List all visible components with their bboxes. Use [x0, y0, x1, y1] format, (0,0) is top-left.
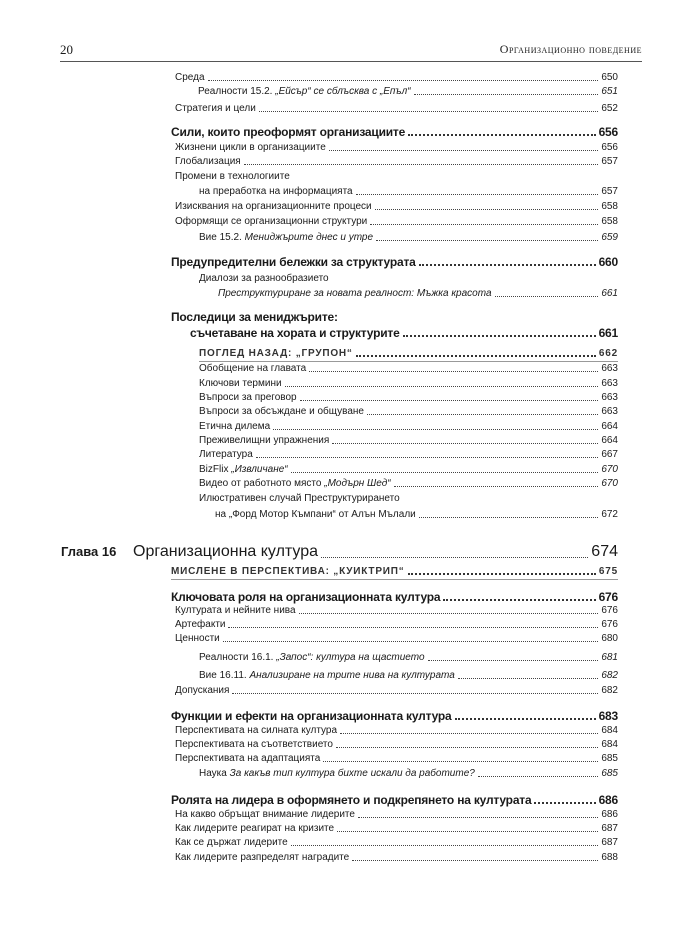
toc-entry-page: 661: [601, 288, 618, 299]
toc-entry-title: [199, 478, 391, 490]
toc-entry-title: [171, 310, 338, 324]
toc-entry: [215, 509, 618, 521]
toc-entry: [199, 186, 618, 198]
toc-entry-text: съчетаване на хората и структурите: [190, 326, 400, 340]
toc-entry-emphasis: „Извличане“: [231, 464, 288, 475]
toc-entry: [199, 392, 618, 404]
toc-entry-title: [190, 326, 400, 340]
toc-entry-title: [175, 725, 337, 737]
dot-leader: [291, 845, 599, 846]
toc-entry-title: [199, 186, 353, 198]
dot-leader: [356, 194, 599, 195]
toc-entry-title: [199, 363, 306, 375]
toc-entry-page: 656: [601, 142, 618, 153]
toc-entry-title: [175, 852, 349, 864]
toc-entry-text: Жизнени цикли в организациите: [175, 142, 326, 153]
toc-entry-text: Перспективата на адаптацията: [175, 753, 321, 764]
dot-leader: [323, 761, 598, 762]
dot-leader: [223, 641, 599, 642]
toc-entry-title: [175, 753, 320, 765]
toc-entry: [199, 652, 618, 664]
dot-leader: [232, 693, 598, 694]
toc-entry-title: [199, 464, 288, 476]
toc-entry: [199, 768, 618, 780]
dot-leader: [419, 264, 596, 266]
toc-entry: [175, 685, 618, 697]
toc-entry-title: [199, 435, 329, 447]
toc-entry-text: Как се държат лидерите: [175, 837, 288, 848]
dot-leader: [244, 164, 599, 165]
toc-entry-title: [175, 605, 296, 617]
toc-entry-page: 676: [598, 590, 618, 604]
toc-entry-text: На какво обръщат внимание лидерите: [175, 809, 355, 820]
toc-entry-title: [199, 493, 400, 505]
toc-entry-title: [199, 392, 297, 404]
toc-entry-page: 685: [601, 753, 618, 764]
toc-entry-text: Изисквания на организационните процеси: [175, 201, 372, 212]
page-number: 20: [60, 42, 73, 57]
toc-entry-text: Ключови термини: [199, 378, 282, 389]
toc-entry-text: Предупредителни бележки за структурата: [171, 255, 416, 269]
toc-entry-text: Диалози за разнообразието: [199, 273, 329, 284]
toc-entry-text: ПОГЛЕД НАЗАД: „ГРУПОН“: [199, 348, 353, 359]
toc-entry-emphasis: Мениджърите днес и утре: [244, 232, 374, 243]
toc-entry: [175, 725, 618, 737]
toc-entry-text: Стратегия и цели: [175, 103, 256, 114]
toc-entry: [175, 809, 618, 821]
dot-leader: [336, 747, 598, 748]
toc-entry-text: Допускания: [175, 685, 230, 696]
toc-entry-page: 684: [601, 739, 618, 750]
toc-entry-text: Сили, които преоформят организациите: [171, 125, 406, 139]
toc-entry-page: 652: [601, 103, 618, 114]
toc-entry-title: [199, 406, 364, 418]
toc-entry-text: Артефакти: [175, 619, 226, 630]
dot-leader: [259, 111, 599, 112]
dot-leader: [356, 355, 596, 357]
toc-entry: [199, 435, 618, 447]
toc-entry: [171, 310, 338, 324]
toc-entry: [199, 378, 618, 390]
toc-entry-page: 676: [601, 619, 618, 630]
toc-entry: [133, 543, 618, 561]
toc-entry-emphasis: Анализиране на трите нива на културата: [249, 670, 455, 681]
dot-leader: [414, 94, 599, 95]
toc-entry-text: BizFlix: [199, 464, 232, 475]
toc-entry-text: Перспективата на съответствието: [175, 739, 333, 750]
toc-entry-title: [175, 103, 256, 115]
toc-entry-page: 663: [601, 406, 618, 417]
toc-entry-page: 667: [601, 449, 618, 460]
toc-entry-text: Организационна култура: [133, 543, 319, 560]
toc-entry-page: 651: [601, 86, 618, 97]
dot-leader: [375, 209, 599, 210]
toc-entry-text: Ролята на лидера в оформянето и подкрепянето на културата: [171, 793, 532, 807]
dot-leader: [428, 660, 599, 661]
toc-entry-page: 663: [601, 363, 618, 374]
toc-entry-text: Последици за мениджърите:: [171, 310, 338, 324]
toc-entry: [218, 288, 618, 300]
dot-leader: [455, 718, 596, 720]
toc-entry-page: 680: [601, 633, 618, 644]
dot-leader: [208, 80, 599, 81]
dot-leader: [458, 678, 599, 679]
header-rule: [60, 61, 642, 62]
toc-entry-text: Как лидерите реагират на кризите: [175, 823, 335, 834]
toc-entry-title: [199, 670, 455, 682]
dot-leader: [495, 296, 599, 297]
dot-leader: [478, 776, 598, 777]
toc-entry-title: [171, 793, 531, 807]
toc-entry: [175, 837, 618, 849]
toc-entry-text: Културата и нейните нива: [175, 605, 296, 616]
toc-entry-page: 687: [601, 823, 618, 834]
toc-entry-title: [199, 449, 253, 461]
toc-entry-title: [199, 232, 373, 244]
toc-entry-text: Въпроси за обсъждане и общуване: [199, 406, 364, 417]
toc-entry-page: 661: [598, 326, 618, 340]
toc-entry-page: 675: [598, 566, 618, 577]
toc-entry-title: [171, 566, 405, 578]
toc-entry-text: на „Форд Мотор Къмпани“ от Алън Мълали: [215, 509, 416, 520]
chapter-label: Глава 16: [61, 544, 117, 559]
toc-entry-page: 660: [598, 255, 618, 269]
toc-entry: [199, 449, 618, 461]
toc-entry-text: Преживелищни упражнения: [199, 435, 330, 446]
toc-entry: [199, 464, 618, 476]
dot-leader: [291, 472, 599, 473]
dot-leader: [228, 627, 598, 628]
toc-entry-page: 670: [601, 478, 618, 489]
toc-entry-page: 662: [598, 348, 618, 359]
toc-entry: [175, 605, 618, 617]
toc-entry-title: [171, 255, 416, 269]
dot-leader: [403, 335, 596, 337]
toc-entry: [171, 255, 618, 269]
toc-entry-page: 686: [598, 793, 618, 807]
toc-entry-title: [171, 590, 440, 604]
toc-entry-text: Функции и ефекти на организационната култура: [171, 709, 452, 723]
toc-entry-title: [171, 709, 452, 723]
toc-entry: [171, 566, 618, 578]
toc-entry-page: 685: [601, 768, 618, 779]
toc-entry-text: на преработка на информацията: [199, 186, 353, 197]
toc-entry-text: Реалности 15.2.: [198, 86, 276, 97]
toc-entry-page: 659: [601, 232, 618, 243]
toc-entry-title: [218, 288, 492, 300]
dot-leader: [285, 386, 599, 387]
toc-entry: [199, 406, 618, 418]
toc-entry-title: [215, 509, 416, 521]
toc-entry-page: 670: [601, 464, 618, 475]
dot-leader: [321, 557, 588, 558]
toc-entry-title: [133, 543, 318, 561]
dot-leader: [419, 517, 599, 518]
dot-leader: [376, 240, 598, 241]
dot-leader: [332, 443, 598, 444]
toc-entry-text: Среда: [175, 72, 205, 83]
toc-entry: [199, 273, 329, 285]
toc-entry-page: 686: [601, 809, 618, 820]
toc-entry: [175, 823, 618, 835]
toc-entry: [199, 363, 618, 375]
toc-entry-title: [175, 72, 205, 84]
toc-entry-page: 658: [601, 201, 618, 212]
toc-entry-title: [175, 739, 333, 751]
dot-leader: [408, 134, 595, 136]
toc-entry-emphasis: „Ейсър“ се сблъсква с „Епъл“: [275, 86, 411, 97]
toc-entry-text: Видео от работното място: [199, 478, 325, 489]
toc-entry-title: [175, 837, 288, 849]
toc-entry-text: Въпроси за преговор: [199, 392, 297, 403]
toc-entry: [175, 171, 290, 183]
toc-entry-page: 664: [601, 421, 618, 432]
dot-leader: [534, 802, 595, 804]
toc-entry: [198, 86, 618, 98]
dot-leader: [358, 817, 598, 818]
toc-entry: [199, 478, 618, 490]
dot-leader: [340, 733, 598, 734]
toc-entry: [199, 348, 618, 360]
toc-entry-page: 657: [601, 186, 618, 197]
toc-entry: [199, 232, 618, 244]
toc-entry-page: 683: [598, 709, 618, 723]
toc-entry: [171, 590, 618, 604]
dot-leader: [352, 860, 598, 861]
dot-leader: [299, 613, 599, 614]
toc-entry-text: МИСЛЕНЕ В ПЕРСПЕКТИВА: „КУИКТРИП“: [171, 566, 405, 577]
toc-entry: [175, 633, 618, 645]
toc-entry-title: [175, 171, 290, 183]
toc-entry-title: [175, 685, 229, 697]
toc-entry-text: Как лидерите разпределят наградите: [175, 852, 350, 863]
toc-entry-text: Оформящи се организационни структури: [175, 216, 368, 227]
toc-entry-title: [199, 273, 329, 285]
toc-entry-title: [175, 809, 355, 821]
toc-entry-text: Промени в технологиите: [175, 171, 290, 182]
toc-entry: [171, 793, 618, 807]
toc-entry-title: [199, 768, 475, 780]
toc-entry: [175, 103, 618, 115]
toc-entry-page: 672: [601, 509, 618, 520]
toc-entry-title: [199, 348, 353, 360]
toc-entry-title: [175, 823, 334, 835]
dot-leader: [408, 573, 596, 575]
toc-entry-emphasis: Преструктуриране за новата реалност: Мъжка красота: [218, 288, 492, 299]
toc-entry-title: [175, 216, 367, 228]
toc-entry-title: [199, 652, 425, 664]
section-rule: [171, 579, 618, 580]
toc-entry-page: 657: [601, 156, 618, 167]
dot-leader: [337, 831, 598, 832]
dot-leader: [309, 371, 598, 372]
toc-entry-text: Литература: [199, 449, 253, 460]
toc-entry-page: 658: [601, 216, 618, 227]
toc-entry: [199, 670, 618, 682]
toc-entry: [175, 753, 618, 765]
toc-entry: [175, 852, 618, 864]
toc-entry-page: 663: [601, 392, 618, 403]
toc-entry-text: Вие 15.2.: [199, 232, 245, 243]
toc-entry-title: [175, 142, 326, 154]
running-header-title: Организационно поведение: [499, 42, 642, 56]
toc-entry: [175, 156, 618, 168]
toc-entry-title: [175, 156, 241, 168]
dot-leader: [367, 414, 598, 415]
toc-entry-page: 663: [601, 378, 618, 389]
dot-leader: [394, 486, 599, 487]
toc-entry-text: Перспективата на силната култура: [175, 725, 338, 736]
toc-entry: [175, 142, 618, 154]
toc-entry-page: 687: [601, 837, 618, 848]
toc-entry-text: Ценности: [175, 633, 220, 644]
toc-entry-text: Етична дилема: [199, 421, 271, 432]
dot-leader: [300, 400, 599, 401]
toc-entry-text: Наука: [199, 768, 230, 779]
toc-entry-title: [171, 125, 405, 139]
toc-entry-page: 682: [601, 670, 618, 681]
section-rule: [199, 361, 618, 362]
dot-leader: [329, 150, 599, 151]
toc-entry-page: 676: [601, 605, 618, 616]
dot-leader: [370, 224, 598, 225]
toc-entry-page: 688: [601, 852, 618, 863]
toc-entry: [175, 72, 618, 84]
toc-entry-title: [175, 633, 220, 645]
toc-entry-page: 682: [601, 685, 618, 696]
toc-entry-page: 664: [601, 435, 618, 446]
toc-entry-page: 684: [601, 725, 618, 736]
dot-leader: [443, 599, 595, 601]
toc-entry-text: Обобщение на главата: [199, 363, 307, 374]
toc-entry: [175, 739, 618, 751]
toc-entry-text: Реалности 16.1.: [199, 652, 277, 663]
toc-entry-page: 681: [601, 652, 618, 663]
toc-entry: [171, 709, 618, 723]
toc-entry: [190, 326, 618, 340]
toc-entry-text: Илюстративен случай Преструктурирането: [199, 493, 400, 504]
toc-entry-title: [198, 86, 411, 98]
toc-entry-emphasis: „Запос“: култура на щастието: [276, 652, 425, 663]
toc-entry-emphasis: За какъв тип култура бихте искали да работите?: [229, 768, 475, 779]
toc-entry-title: [199, 421, 270, 433]
toc-entry-text: Вие 16.11.: [199, 670, 250, 681]
toc-entry: [175, 201, 618, 213]
toc-entry-page: 656: [598, 125, 618, 139]
toc-entry-text: Глобализация: [175, 156, 241, 167]
dot-leader: [273, 429, 598, 430]
dot-leader: [256, 457, 599, 458]
toc-entry-title: [199, 378, 282, 390]
toc-entry: [171, 125, 618, 139]
toc-entry: [175, 216, 618, 228]
toc-entry-page: 650: [601, 72, 618, 83]
toc-entry-title: [175, 201, 372, 213]
toc-entry: [199, 421, 618, 433]
toc-entry-page: 674: [591, 543, 618, 560]
toc-entry: [175, 619, 618, 631]
toc-entry: [199, 493, 400, 505]
toc-entry-title: [175, 619, 225, 631]
toc-entry-emphasis: „Модърн Шед“: [324, 478, 391, 489]
toc-entry-text: Ключовата роля на организационната култура: [171, 590, 441, 604]
